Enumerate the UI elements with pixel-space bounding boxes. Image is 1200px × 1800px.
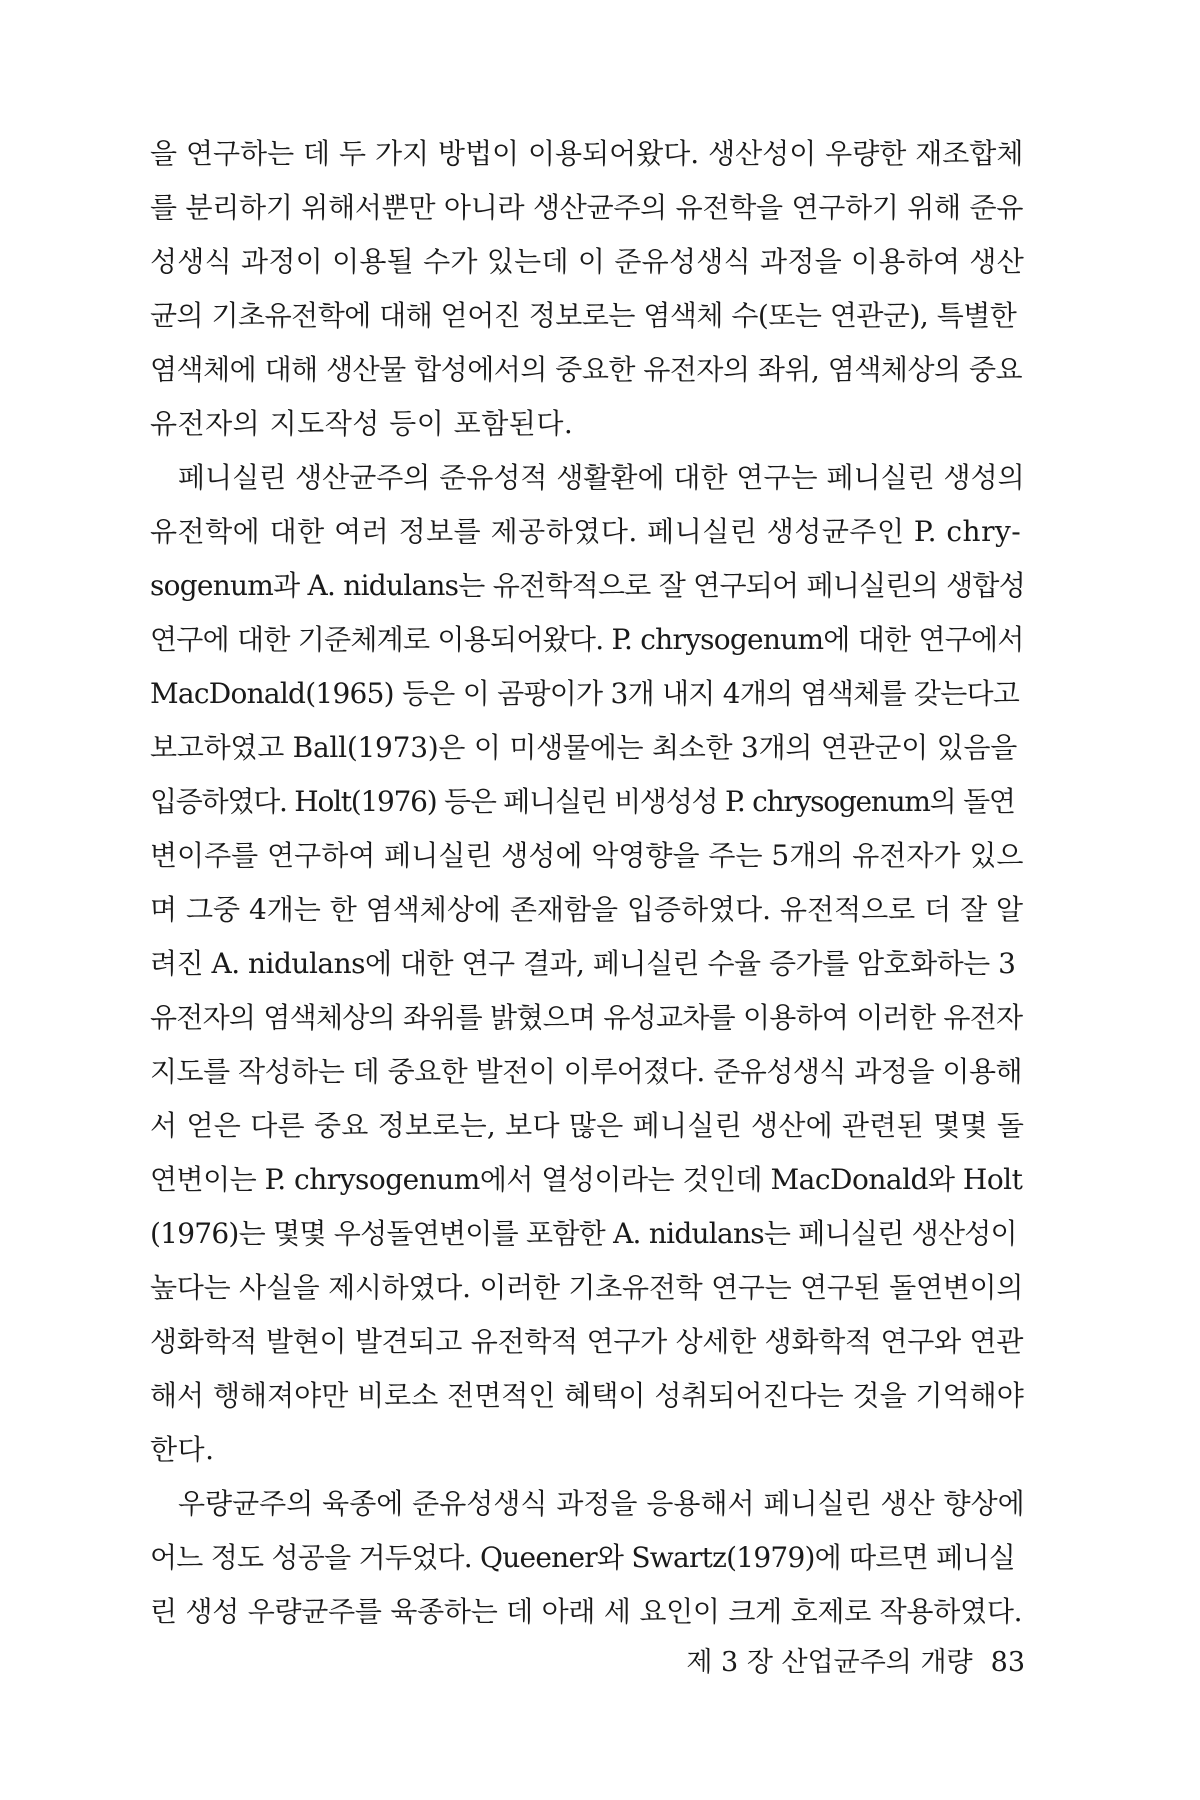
text-line: 높다는 사실을 제시하였다. 이러한 기초유전학 연구는 연구된 돌연변이의 xyxy=(150,1271,1024,1304)
text-line: 며 그중 4개는 한 염색체상에 존재함을 입증하였다. 유전적으로 더 잘 알 xyxy=(150,893,1024,926)
text-line: 해서 행해져야만 비로소 전면적인 혜택이 성취되어진다는 것을 기억해야 xyxy=(150,1379,1024,1412)
text-line: (1976)는 몇몇 우성돌연변이를 포함한 A. nidulans는 페니실린 생산성이 xyxy=(150,1217,1017,1250)
text-line: 연변이는 P. chrysogenum에서 열성이라는 것인데 MacDonald와 Holt xyxy=(150,1163,1023,1196)
page-footer xyxy=(660,1643,1025,1683)
text-line: 염색체에 대해 생산물 합성에서의 중요한 유전자의 좌위, 염색체상의 중요 xyxy=(150,353,1023,386)
paragraph-start-line: 페니실린 생산균주의 준유성적 생활환에 대한 연구는 페니실린 생성의 xyxy=(178,461,1025,494)
text-line: 한다. xyxy=(150,1433,215,1466)
paragraph-start-line: 우량균주의 육종에 준유성생식 과정을 응용해서 페니실린 생산 향상에 xyxy=(178,1487,1025,1520)
text-line: sogenum과 A. nidulans는 유전학적으로 잘 연구되어 페니실린의 생합성 xyxy=(150,569,1025,602)
chapter-title: 제 3 장 산업균주의 개량 xyxy=(686,1647,973,1678)
text-line: 을 연구하는 데 두 가지 방법이 이용되어왔다. 생산성이 우량한 재조합체 xyxy=(150,137,1024,170)
page-number: 83 xyxy=(990,1647,1025,1678)
text-line: 어느 정도 성공을 거두었다. Queener와 Swartz(1979)에 따르면 페니실 xyxy=(150,1541,1016,1574)
text-line: 연구에 대한 기준체계로 이용되어왔다. P. chrysogenum에 대한 연구에서 xyxy=(150,623,1024,656)
text-line: 서 얻은 다른 중요 정보로는, 보다 많은 페니실린 생산에 관련된 몇몇 돌 xyxy=(150,1109,1025,1142)
text-line: 변이주를 연구하여 페니실린 생성에 악영향을 주는 5개의 유전자가 있으 xyxy=(150,839,1024,872)
text-line: 생화학적 발현이 발견되고 유전학적 연구가 상세한 생화학적 연구와 연관 xyxy=(150,1325,1024,1358)
text-line: 유전학에 대한 여러 정보를 제공하였다. 페니실린 생성균주인 P. chry- xyxy=(150,515,1022,548)
text-line: 유전자의 염색체상의 좌위를 밝혔으며 유성교차를 이용하여 이러한 유전자 xyxy=(150,1001,1023,1034)
text-line: 린 생성 우량균주를 육종하는 데 아래 세 요인이 크게 호제로 작용하였다. xyxy=(150,1595,1023,1628)
text-line: 지도를 작성하는 데 중요한 발전이 이루어졌다. 준유성생식 과정을 이용해 xyxy=(150,1055,1023,1088)
text-line: 균의 기초유전학에 대해 얻어진 정보로는 염색체 수(또는 연관군), 특별한 xyxy=(150,299,1017,332)
text-line: 려진 A. nidulans에 대한 연구 결과, 페니실린 수율 증가를 암호화하는 3 xyxy=(150,947,1016,980)
text-line: 유전자의 지도작성 등이 포함된다. xyxy=(150,407,574,440)
text-line: 보고하였고 Ball(1973)은 이 미생물에는 최소한 3개의 연관군이 있음을 xyxy=(150,731,1018,764)
text-line: 입증하였다. Holt(1976) 등은 페니실린 비생성성 P. chrysogenum의 돌연 xyxy=(150,785,1015,818)
text-line: 를 분리하기 위해서뿐만 아니라 생산균주의 유전학을 연구하기 위해 준유 xyxy=(150,191,1024,224)
text-line: 성생식 과정이 이용될 수가 있는데 이 준유성생식 과정을 이용하여 생산 xyxy=(150,245,1024,278)
text-line: MacDonald(1965) 등은 이 곰팡이가 3개 내지 4개의 염색체를 갖는다고 xyxy=(150,677,1020,710)
